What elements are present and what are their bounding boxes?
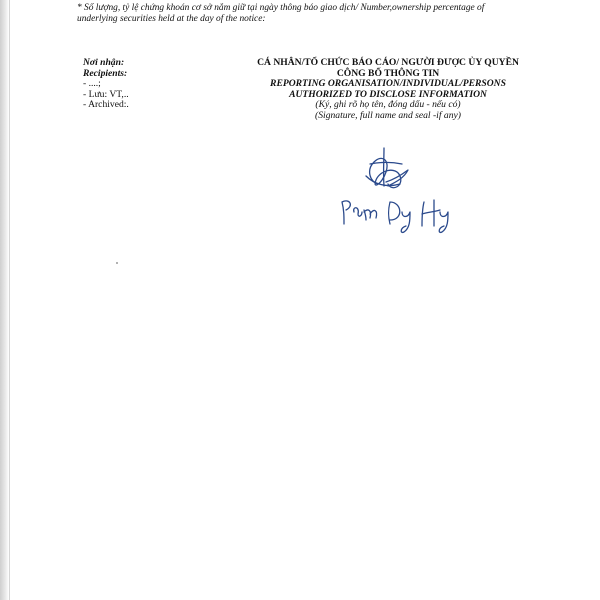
signature-name-pham — [342, 201, 377, 224]
signblock-title-vi-line-1: CÁ NHÂN/TỔ CHỨC BÁO CÁO/ NGƯỜI ĐƯỢC ỦY QUYỀN — [257, 57, 519, 68]
signature-block — [235, 58, 541, 122]
signblock-title-en-line-2: AUTHORIZED TO DISCLOSE INFORMATION — [289, 88, 487, 100]
footnote-line-1: * Số lượng, tỷ lệ chứng khoán cơ sở nắm giữ tại ngày thông báo giao dịch/ Number,ownership percentage of — [77, 3, 485, 13]
footnote-line-2: underlying securities held at the day of the notice: — [77, 14, 266, 24]
signblock-note-vi: (Ký, ghi rõ họ tên, đóng dấu - nếu có) — [315, 99, 461, 111]
recipients-label-vi: Nơi nhận: — [83, 57, 125, 68]
recipient-item: - ....; — [83, 78, 101, 90]
signblock-title-vi-line-2: CÔNG BỐ THÔNG TIN — [336, 67, 440, 79]
page-left-edge-line — [9, 0, 10, 600]
signature-name-duy — [389, 202, 411, 232]
page-left-edge-shadow — [0, 0, 9, 600]
signblock-title-en-line-1: REPORTING ORGANISATION/INDIVIDUAL/PERSONS — [270, 78, 506, 90]
scan-speck — [116, 262, 118, 264]
signature-ink — [330, 140, 470, 240]
footnote — [77, 3, 577, 25]
recipient-item: - Lưu: VT,.. — [83, 88, 129, 100]
recipients-label-en: Recipients: — [83, 67, 128, 79]
recipient-item: - Archived:. — [83, 99, 129, 111]
handwritten-signature — [330, 140, 470, 240]
signature-name-hung — [422, 200, 448, 232]
signblock-note-en: (Signature, full name and seal -if any) — [315, 109, 461, 121]
recipients-block — [83, 58, 129, 111]
signature-flourish-cross — [370, 163, 402, 165]
